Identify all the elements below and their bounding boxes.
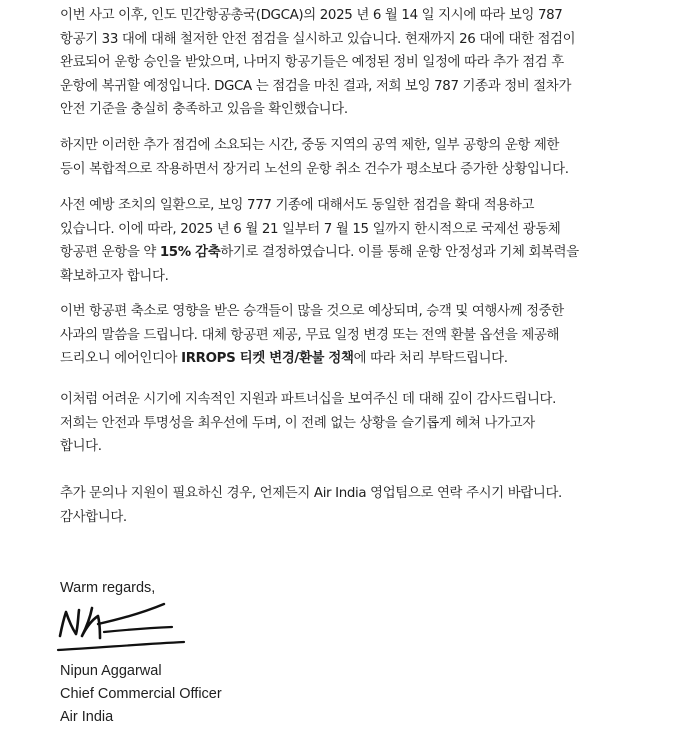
- paragraph-line: 합니다.: [60, 439, 102, 454]
- text-run: 항공편 운항을 약: [60, 245, 160, 260]
- paragraph-line: [60, 347, 640, 371]
- paragraph-apology: [60, 300, 640, 371]
- text-run: 드리오니 에어인디아: [60, 351, 182, 366]
- text-run: 에 따라 처리 부탁드립니다.: [353, 351, 508, 366]
- paragraph-line: 항공기 33 대에 대해 철저한 안전 점검을 실시하고 있습니다. 현재까지 26 대에 대한 점검이: [60, 31, 576, 47]
- paragraph-line: 이번 항공편 축소로 영향을 받은 승객들이 많을 것으로 예상되며, 승객 및 여행사께 정중한: [60, 304, 564, 319]
- signer-block: [60, 660, 222, 729]
- paragraph-line: 이처럼 어려운 시기에 지속적인 지원과 파트너십을 보여주신 데 대해 깊이 감사드립니다.: [60, 392, 557, 407]
- paragraph-line: 하지만 이러한 추가 점검에 소요되는 시간, 중동 지역의 공역 제한, 일부 공항의 운항 제한: [60, 138, 560, 153]
- paragraph-line: 사전 예방 조치의 일환으로, 보잉 777 기종에 대해서도 동일한 점검을 확대 적용하고: [60, 198, 535, 213]
- reduction-highlight: 15% 감축: [159, 245, 221, 260]
- paragraph-line: [60, 241, 640, 265]
- paragraph-thanks: [60, 388, 640, 459]
- paragraph-line: 확보하고자 합니다.: [60, 268, 169, 284]
- signer-title: Chief Commercial Officer: [60, 686, 222, 702]
- handwritten-signature: [56, 600, 188, 656]
- paragraph-line: 등이 복합적으로 작용하면서 장거리 노선의 운항 취소 건수가 평소보다 증가한 상황입니다.: [60, 161, 569, 177]
- paragraph-line: 있습니다. 이에 따라, 2025 년 6 월 21 일부터 7 월 15 일까지 한시적으로 국제선 광동체: [60, 221, 561, 237]
- paragraph-line: 저희는 안전과 투명성을 최우선에 두며, 이 전례 없는 상황을 슬기롭게 헤쳐 나가고자: [60, 415, 535, 431]
- paragraph-contact: [60, 482, 640, 529]
- paragraph-line: 이번 사고 이후, 인도 민간항공총국(DGCA)의 2025 년 6 월 14 일 지시에 따라 보잉 787: [60, 8, 563, 23]
- paragraph-inspection: [60, 4, 640, 122]
- paragraph-line: 완료되어 운항 승인을 받았으며, 나머지 항공기들은 예정된 정비 일정에 따라 추가 점검 후: [60, 55, 564, 70]
- paragraph-reduction: [60, 194, 640, 288]
- paragraph-cancellations: [60, 134, 640, 181]
- signer-name: Nipun Aggarwal: [60, 663, 162, 679]
- paragraph-line: 추가 문의나 지원이 필요하신 경우, 언제든지 Air India 영업팀으로 연락 주시기 바랍니다.: [60, 486, 562, 501]
- signer-company: Air India: [60, 709, 114, 725]
- paragraph-line: 감사합니다.: [60, 509, 127, 525]
- paragraph-line: 운항에 복귀할 예정입니다. DGCA 는 점검을 마친 결과, 저희 보잉 787 기종과 정비 절차가: [60, 78, 572, 94]
- text-run: 하기로 결정하였습니다. 이를 통해 운항 안정성과 기체 회복력을: [220, 245, 579, 260]
- paragraph-line: 안전 기준을 충실히 충족하고 있음을 확인했습니다.: [60, 102, 348, 117]
- paragraph-line: 사과의 말씀을 드립니다. 대체 항공편 제공, 무료 일정 변경 또는 전액 환불 옵션을 제공해: [60, 327, 560, 343]
- policy-highlight: IRROPS 티켓 변경/환불 정책: [181, 351, 354, 366]
- closing-salutation: Warm regards,: [60, 580, 156, 596]
